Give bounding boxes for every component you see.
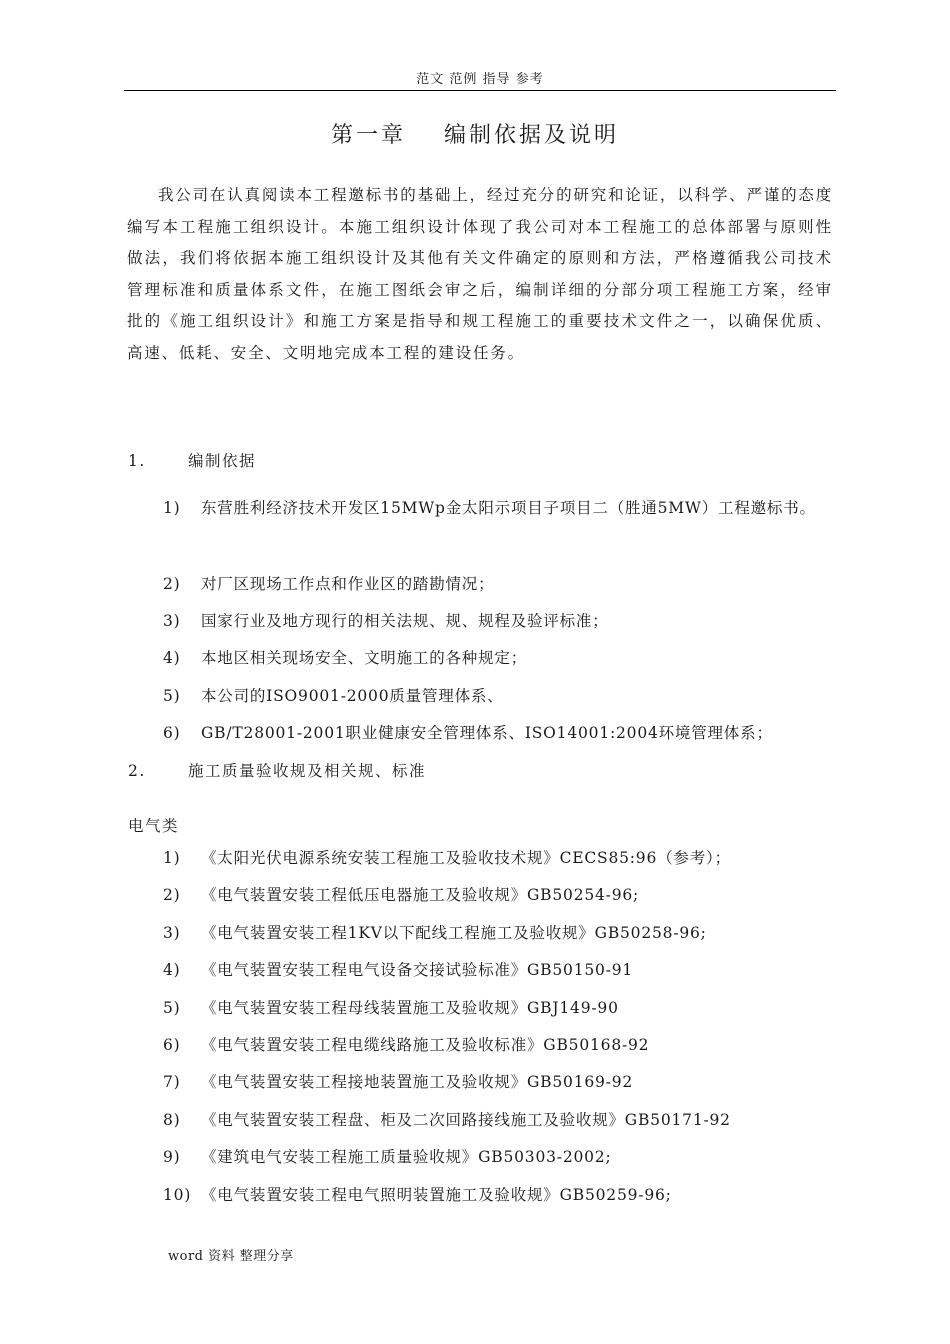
list-item-text: 东营胜利经济技术开发区15MWp金太阳示项目子项目二（胜通5MW）工程邀标书。 xyxy=(201,499,816,517)
list-item-text: 《太阳光伏电源系统安装工程施工及验收技术规》CECS85:96（参考）； xyxy=(201,849,731,867)
chapter-number: 第一章 xyxy=(330,123,406,148)
list-item xyxy=(163,1183,835,1207)
list-item xyxy=(163,921,835,945)
list-item xyxy=(163,958,835,982)
list-item-number: 7) xyxy=(163,1073,181,1091)
list-item-number: 1) xyxy=(163,849,181,867)
list-item-text: 对厂区现场工作点和作业区的踏勘情况； xyxy=(201,575,495,593)
section-title: 施工质量验收规及相关规、标准 xyxy=(188,762,427,780)
list-item xyxy=(163,491,835,525)
list-item xyxy=(163,1108,835,1132)
list-item-number: 6) xyxy=(163,724,181,742)
list-item xyxy=(163,996,835,1020)
list-item-number: 6) xyxy=(163,1036,181,1054)
list-item-text: 《电气装置安装工程1KV以下配线工程施工及验收规》GB50258-96; xyxy=(201,924,707,942)
section-heading-1 xyxy=(128,449,256,473)
page-header: 范文 范例 指导 参考 xyxy=(124,70,836,91)
list-item-number: 9) xyxy=(163,1148,181,1166)
list-item-number: 4) xyxy=(163,649,181,667)
list-item-number: 1) xyxy=(163,499,181,517)
list-item-number: 2) xyxy=(163,886,181,904)
chapter-name: 编制依据及说明 xyxy=(444,123,620,148)
list-item-text: 《电气装置安装工程盘、柜及二次回路接线施工及验收规》GB50171-92 xyxy=(201,1111,731,1129)
list-item xyxy=(163,883,835,907)
list-item-text: 《电气装置安装工程接地装置施工及验收规》GB50169-92 xyxy=(201,1073,634,1091)
section-number: 2. xyxy=(128,762,146,780)
list-item-text: 本地区相关现场安全、文明施工的各种规定； xyxy=(201,649,528,667)
list-item-text: 《电气装置安装工程低压电器施工及验收规》GB50254-96; xyxy=(201,886,640,904)
list-item xyxy=(163,646,835,670)
chapter-title xyxy=(0,118,950,154)
page-footer: word 资料 整理分享 xyxy=(168,1249,294,1264)
intro-paragraph: 我公司在认真阅读本工程邀标书的基础上，经过充分的研究和论证，以科学、严谨的态度编写本工程施工组织设计。本施工组织设计体现了我公司对本工程施工的总体部署与原则性做法，我们将依据本施工组织设计及其他有关文件确定的原则和方法，严格遵循我公司技术管理标准和质量体系文件，在施工图纸会审之后，编制详细的分部分项工程施工方案，经审批的《施工组织设计》和施工方案是指导和规工程施工的重要技术文件之一，以确保优质、高速、低耗、安全、文明地完成本工程的建设任务。 xyxy=(127,186,833,362)
list-item xyxy=(163,1145,835,1169)
list-item-number: 10) xyxy=(163,1186,192,1204)
section-heading-2 xyxy=(128,759,426,783)
list-item xyxy=(163,721,835,745)
list-item-number: 3) xyxy=(163,612,181,630)
list-item-text: 国家行业及地方现行的相关法规、规、规程及验评标准； xyxy=(201,612,609,630)
list-item-text: 《电气装置安装工程电气设备交接试验标准》GB50150-91 xyxy=(201,961,634,979)
list-item-number: 3) xyxy=(163,924,181,942)
list-item-number: 2) xyxy=(163,575,181,593)
section-title: 编制依据 xyxy=(188,452,257,470)
list-item xyxy=(163,684,835,708)
list-item-text: 《建筑电气安装工程施工质量验收规》GB50303-2002; xyxy=(201,1148,612,1166)
list-item-text: 《电气装置安装工程母线装置施工及验收规》GBJ149-90 xyxy=(201,999,619,1017)
list-item-number: 5) xyxy=(163,687,181,705)
list-item-number: 4) xyxy=(163,961,181,979)
list-item xyxy=(163,609,835,633)
section-number: 1. xyxy=(128,452,146,470)
list-item-text: 《电气装置安装工程电缆线路施工及验收标准》GB50168-92 xyxy=(201,1036,650,1054)
list-item xyxy=(163,1070,835,1094)
list-item xyxy=(163,1033,835,1057)
list-item-text: 本公司的ISO9001-2000质量管理体系、 xyxy=(201,687,504,705)
list-item-text: GB/T28001-2001职业健康安全管理体系、ISO14001:2004环境管理体系； xyxy=(201,724,773,742)
category-label: 电气类 xyxy=(128,817,180,835)
list-item xyxy=(163,572,835,596)
list-item-text: 《电气装置安装工程电气照明装置施工及验收规》GB50259-96; xyxy=(201,1186,672,1204)
list-item-number: 8) xyxy=(163,1111,181,1129)
list-item-number: 5) xyxy=(163,999,181,1017)
list-item xyxy=(163,846,835,870)
